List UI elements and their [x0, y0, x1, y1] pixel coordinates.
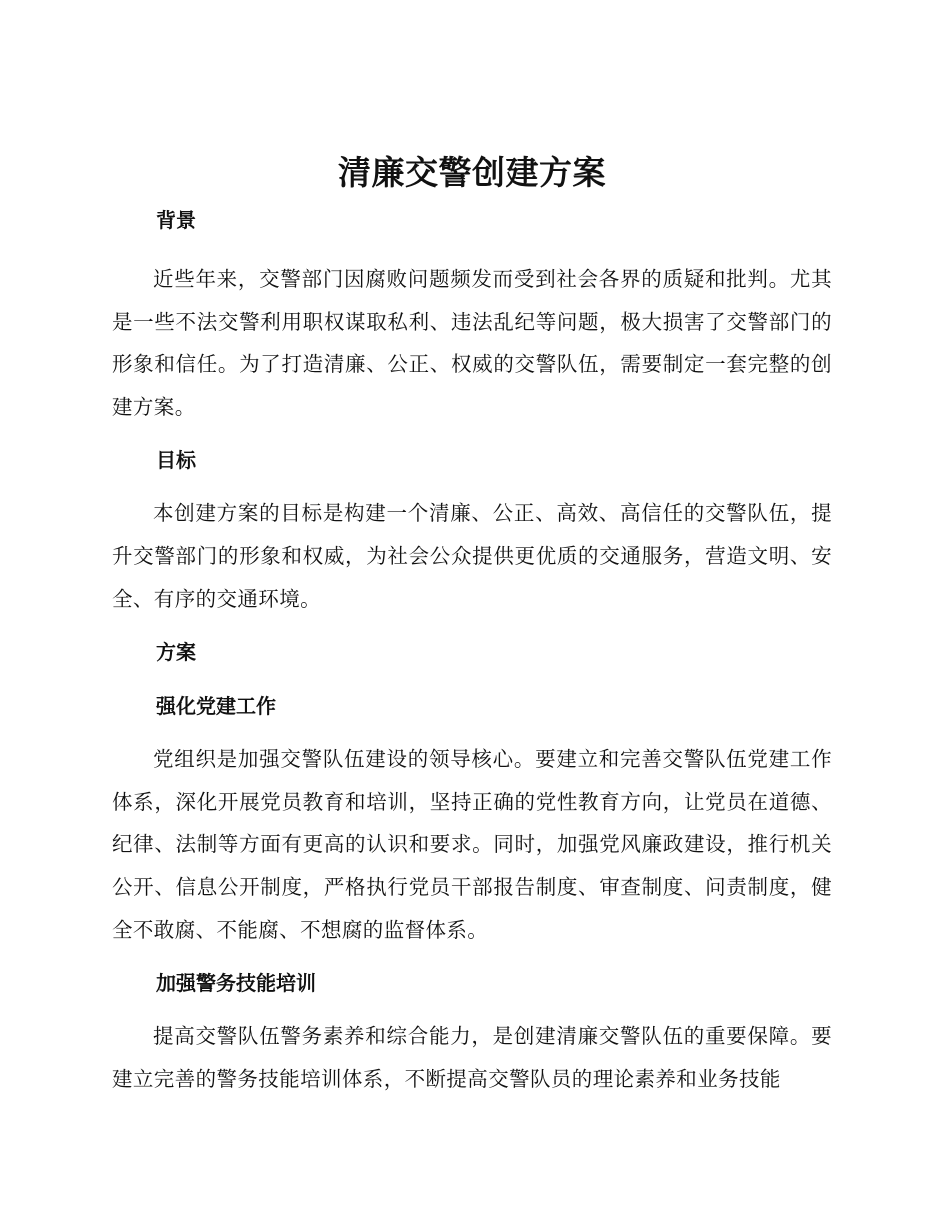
spacer [112, 951, 832, 961]
paragraph-skills-training: 提高交警队伍警务素养和综合能力，是创建清廉交警队伍的重要保障。要建立完善的警务技能培训体系，不断提高交警队员的理论素养和业务技能 [112, 1024, 832, 1091]
section-heading-skills-training: 加强警务技能培训 [156, 971, 316, 996]
section-heading-party-building: 强化党建工作 [156, 694, 276, 719]
document-page [112, 148, 832, 1100]
paragraph-background: 近些年来，交警部门因腐败问题频发而受到社会各界的质疑和批判。尤其是一些不法交警利用职权谋取私利、违法乱纪等问题，极大损害了交警部门的形象和信任。为了打造清廉、公正、权威的交警队伍，需要制定一套完整的创建方案。 [112, 267, 832, 419]
spacer [112, 482, 832, 492]
spacer [112, 242, 832, 258]
spacer [112, 620, 832, 630]
document-title: 清廉交警创建方案 [338, 153, 606, 192]
paragraph-goal: 本创建方案的目标是构建一个清廉、公正、高效、高信任的交警队伍，提升交警部门的形象和权威，为社会公众提供更优质的交通服务，营造文明、安全、有序的交通环境。 [112, 501, 832, 611]
section-heading-background: 背景 [156, 208, 196, 232]
section-heading-plan: 方案 [156, 640, 196, 665]
spacer [112, 1005, 832, 1015]
section-heading-goal: 目标 [156, 448, 196, 473]
spacer [112, 728, 832, 738]
paragraph-party-building: 党组织是加强交警队伍建设的领导核心。要建立和完善交警队伍党建工作体系，深化开展党员教育和培训，坚持正确的党性教育方向，让党员在道德、纪律、法制等方面有更高的认识和要求。同时，加强党风廉政建设，推行机关公开、信息公开制度，严格执行党员干部报告制度、审查制度、问责制度，健全不敢腐、不能腐、不想腐的监督体系。 [112, 747, 832, 942]
spacer [112, 674, 832, 684]
spacer [112, 428, 832, 438]
